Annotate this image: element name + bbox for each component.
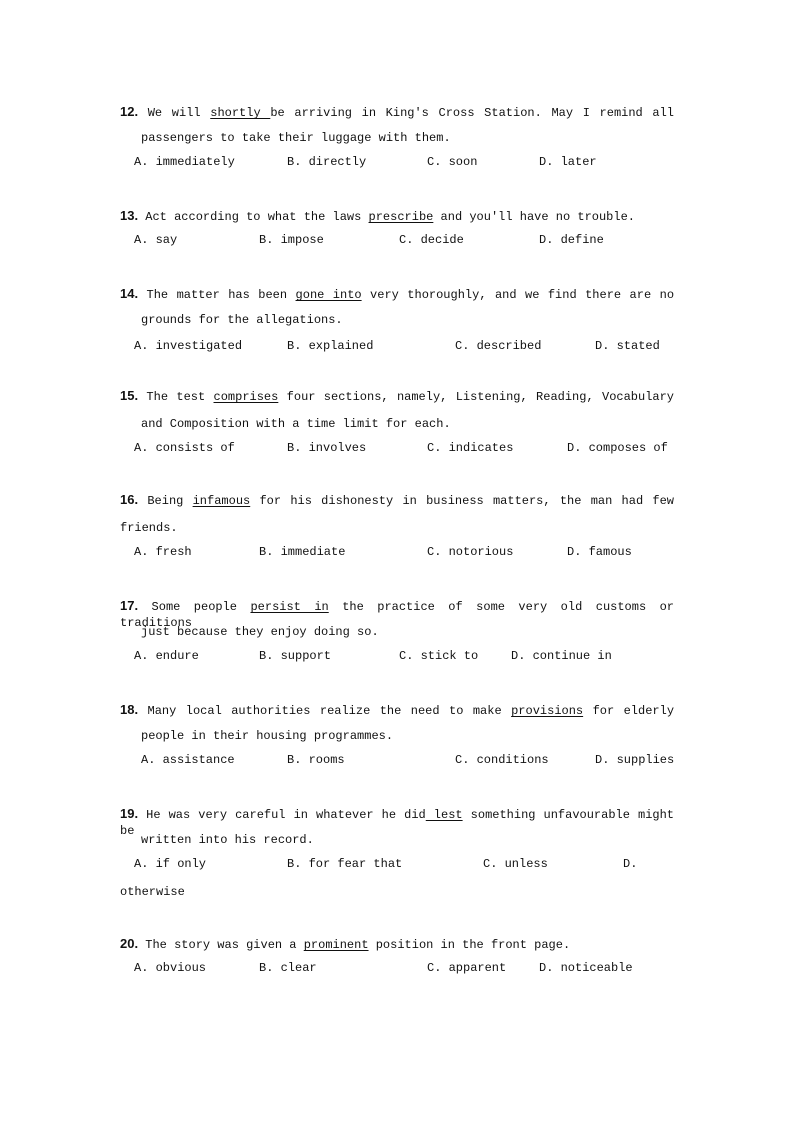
option-a: A. obvious: [134, 961, 207, 975]
question-15-stem: [120, 388, 674, 405]
question-18-stem: [120, 702, 674, 719]
option-a: A. consists of: [134, 441, 235, 455]
underlined-word: prominent: [303, 938, 369, 952]
option-b: B. clear: [259, 961, 317, 975]
option-d-text: otherwise: [120, 885, 185, 899]
option-b: B. immediate: [259, 545, 346, 559]
question-number: 12.: [120, 104, 139, 119]
question-12-stem-continued: passengers to take their luggage with them.: [141, 131, 451, 145]
question-14-stem: [120, 286, 674, 303]
option-a: A. say: [134, 233, 178, 247]
option-c: C. soon: [427, 155, 478, 169]
option-d: D.: [623, 857, 638, 871]
question-16-stem: [120, 492, 674, 509]
option-c: C. unless: [483, 857, 548, 871]
stem-text: The matter has been: [146, 288, 296, 302]
option-b: B. for fear that: [287, 857, 403, 871]
stem-text: and you'll have no trouble.: [433, 210, 635, 224]
stem-text: The story was given a: [145, 938, 304, 952]
option-c: C. notorious: [427, 545, 514, 559]
question-number: 16.: [120, 492, 139, 507]
question-number: 14.: [120, 286, 139, 301]
stem-text: very thoroughly, and we find there are no: [361, 288, 675, 302]
question-16-stem-continued: friends.: [120, 521, 178, 535]
question-number: 17.: [120, 598, 139, 613]
option-b: B. rooms: [287, 753, 345, 767]
option-b: B. explained: [287, 339, 374, 353]
stem-text: the practice of some very old customs or traditions: [120, 600, 675, 630]
stem-text: for elderly: [583, 704, 675, 718]
question-17-stem-continued: just because they enjoy doing so.: [141, 625, 379, 639]
underlined-word: shortly: [210, 106, 271, 120]
question-number: 19.: [120, 806, 139, 821]
option-d: D. composes of: [567, 441, 668, 455]
option-c: C. indicates: [427, 441, 514, 455]
question-18-stem-continued: people in their housing programmes.: [141, 729, 394, 743]
option-d: D. stated: [595, 339, 660, 353]
stem-text: We will: [147, 106, 211, 120]
option-b: B. involves: [287, 441, 367, 455]
question-20-stem: [120, 936, 570, 953]
option-c: C. apparent: [427, 961, 507, 975]
option-d: D. later: [539, 155, 597, 169]
option-d: D. noticeable: [539, 961, 633, 975]
question-15-stem-continued: and Composition with a time limit for each.: [141, 417, 451, 431]
underlined-word: lest: [425, 808, 463, 822]
stem-text: position in the front page.: [368, 938, 571, 952]
question-14-stem-continued: grounds for the allegations.: [141, 313, 343, 327]
option-a: A. assistance: [141, 753, 235, 767]
underlined-word: provisions: [511, 704, 584, 718]
question-number: 15.: [120, 388, 139, 403]
question-19-stem-continued: written into his record.: [141, 833, 314, 847]
option-a: A. endure: [134, 649, 199, 663]
option-d: D. define: [539, 233, 604, 247]
underlined-word: infamous: [192, 494, 251, 508]
option-c: C. described: [455, 339, 542, 353]
option-b: B. impose: [259, 233, 324, 247]
question-12-stem: [120, 104, 674, 121]
stem-text: four sections, namely, Listening, Reading, Vocabulary: [278, 390, 675, 404]
stem-text: Some people: [151, 600, 251, 614]
underlined-word: gone into: [295, 288, 362, 302]
stem-text: Act according to what the laws: [145, 210, 369, 224]
stem-text: He was very careful in whatever he did: [146, 808, 426, 822]
option-a: A. fresh: [134, 545, 192, 559]
option-b: B. support: [259, 649, 332, 663]
underlined-word: persist in: [250, 600, 329, 614]
stem-text: Being: [147, 494, 193, 508]
option-c: C. stick to: [399, 649, 479, 663]
option-c: C. conditions: [455, 753, 549, 767]
option-b: B. directly: [287, 155, 367, 169]
option-d: D. famous: [567, 545, 632, 559]
question-number: 13.: [120, 208, 139, 223]
underlined-word: prescribe: [368, 210, 434, 224]
option-a: A. investigated: [134, 339, 243, 353]
stem-text: The test: [146, 390, 214, 404]
option-d: D. supplies: [595, 753, 675, 767]
option-d: D. continue in: [511, 649, 612, 663]
question-number: 18.: [120, 702, 139, 717]
stem-text: be arriving in King's Cross Station. May I remind all: [270, 106, 675, 120]
option-a: A. immediately: [134, 155, 235, 169]
underlined-word: comprises: [213, 390, 279, 404]
question-number: 20.: [120, 936, 139, 951]
option-c: C. decide: [399, 233, 464, 247]
question-13-stem: [120, 208, 635, 225]
option-a: A. if only: [134, 857, 207, 871]
stem-text: for his dishonesty in business matters, the man had few: [250, 494, 675, 508]
stem-text: Many local authorities realize the need to make: [147, 704, 512, 718]
stem-text: something unfavourable might be: [120, 808, 674, 838]
